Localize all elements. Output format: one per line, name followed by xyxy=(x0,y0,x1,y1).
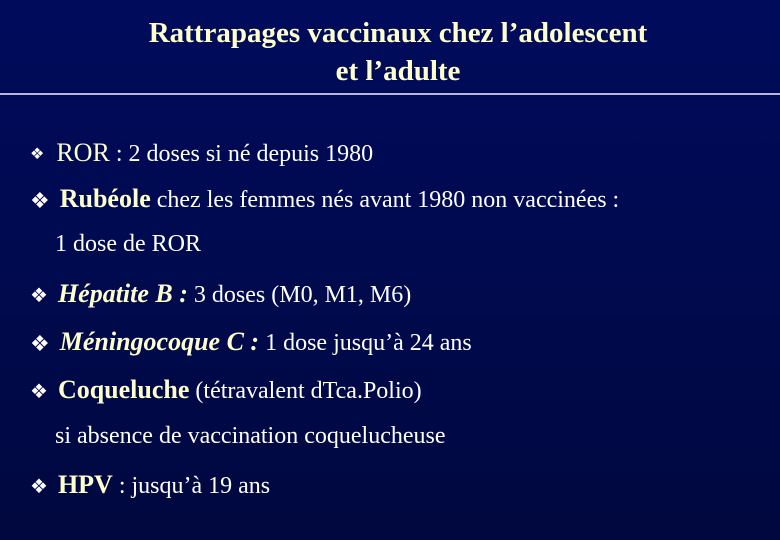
cont-coqueluche: si absence de vaccination coquelucheuse xyxy=(55,423,446,449)
diamond-bullet-icon: ❖ xyxy=(30,188,50,214)
title-divider xyxy=(0,93,780,95)
term-rubeole: Rubéole xyxy=(59,184,151,213)
diamond-bullet-icon: ❖ xyxy=(30,381,48,404)
slide-title-line2: et l’adulte xyxy=(335,55,461,87)
term-meningocoque: Méningocoque C : xyxy=(59,327,260,356)
term-coqueluche: Coqueluche xyxy=(57,375,190,404)
term-hepatite: Hépatite B : xyxy=(57,279,188,308)
bullet-item-hepatite xyxy=(30,278,770,311)
bullet-item-meningocoque xyxy=(30,326,770,359)
bullet-item-rubeole xyxy=(30,183,770,216)
diamond-bullet-icon: ❖ xyxy=(30,146,45,164)
bullet-item-hpv xyxy=(30,469,770,502)
diamond-bullet-icon: ❖ xyxy=(30,285,48,308)
bullet-item-ror xyxy=(30,138,770,169)
desc-meningocoque: 1 dose jusqu’à 24 ans xyxy=(259,330,472,356)
desc-rubeole: chez les femmes nés avant 1980 non vaccinées : xyxy=(150,187,620,213)
slide-title xyxy=(0,14,780,90)
diamond-bullet-icon: ❖ xyxy=(30,476,48,499)
term-ror: ROR xyxy=(56,138,110,167)
desc-ror: : 2 doses si né depuis 1980 xyxy=(109,141,374,167)
desc-hpv: : jusqu’à 19 ans xyxy=(112,473,271,499)
term-hpv: HPV xyxy=(57,470,113,499)
desc-coqueluche: (tétravalent dTca.Polio) xyxy=(189,378,422,404)
bullet-item-coqueluche xyxy=(30,374,770,407)
diamond-bullet-icon: ❖ xyxy=(30,331,50,357)
desc-hepatite: 3 doses (M0, M1, M6) xyxy=(187,282,412,308)
slide-title-line1: Rattrapages vaccinaux chez l’adolescent xyxy=(148,17,648,49)
cont-rubeole: 1 dose de ROR xyxy=(55,231,201,257)
